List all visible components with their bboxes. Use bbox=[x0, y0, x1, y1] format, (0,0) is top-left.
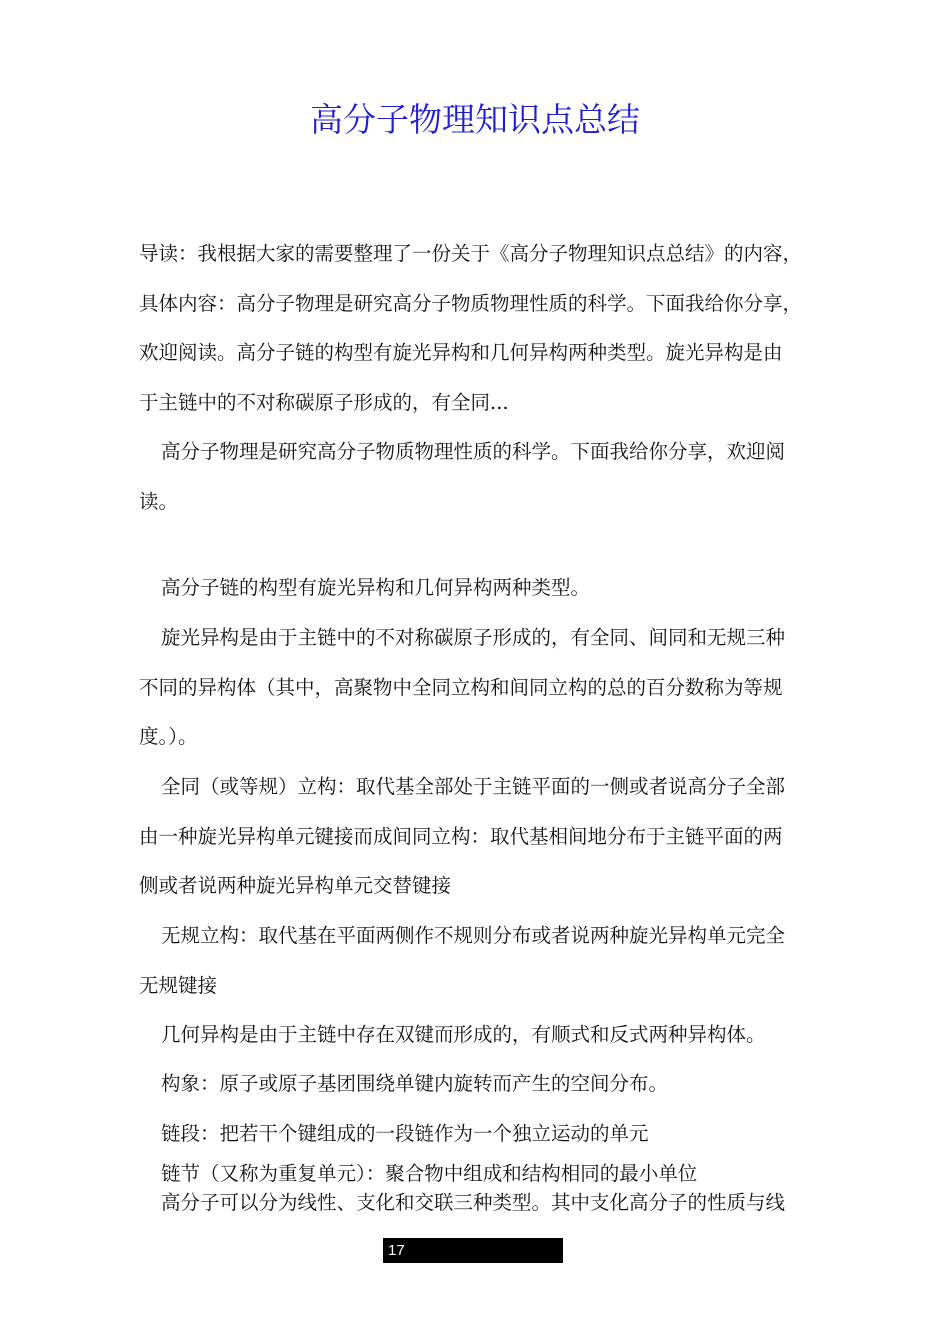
text-line: 几何异构是由于主链中存在双键而形成的，有顺式和反式两种异构体。 bbox=[161, 1023, 766, 1046]
text-line: 导读：我根据大家的需要整理了一份关于《高分子物理知识点总结》的内容， bbox=[139, 242, 803, 265]
body-paragraph bbox=[139, 1010, 819, 1060]
intro-paragraph bbox=[139, 229, 819, 427]
page-number: 17 bbox=[388, 1242, 405, 1259]
text-line: 链节（又称为重复单元）：聚合物中组成和结构相同的最小单位 bbox=[161, 1162, 698, 1185]
body-paragraph bbox=[139, 613, 819, 762]
body-paragraph bbox=[139, 1059, 819, 1109]
text-line: 构象：原子或原子基团围绕单键内旋转而产生的空间分布。 bbox=[161, 1072, 669, 1095]
text-line: 不同的异构体（其中，高聚物中全同立构和间同立构的总的百分数称为等规 bbox=[139, 675, 783, 699]
body-paragraph bbox=[139, 563, 819, 613]
body-paragraph bbox=[139, 762, 819, 911]
text-line: 链段：把若干个键组成的一段链作为一个独立运动的单元 bbox=[161, 1122, 649, 1145]
text-line: 高分子物理是研究高分子物质物理性质的科学。下面我给你分享，欢迎阅 bbox=[161, 440, 786, 463]
body-paragraph bbox=[139, 1109, 819, 1159]
body-paragraph bbox=[139, 427, 819, 526]
body-paragraph bbox=[139, 1189, 819, 1217]
body-paragraph bbox=[139, 911, 819, 1010]
body-paragraph bbox=[139, 1160, 819, 1188]
text-line: 侧或者说两种旋光异构单元交替键接 bbox=[139, 874, 452, 897]
text-line: 欢迎阅读。高分子链的构型有旋光异构和几何异构两种类型。旋光异构是由 bbox=[139, 341, 783, 364]
text-line: 全同（或等规）立构：取代基全部处于主链平面的一侧或者说高分子全部 bbox=[161, 775, 786, 798]
text-line: 于主链中的不对称碳原子形成的，有全同... bbox=[139, 390, 509, 414]
text-line: 度。）。 bbox=[139, 725, 198, 748]
document-title: 高分子物理知识点总结 bbox=[310, 100, 640, 139]
text-line: 旋光异构是由于主链中的不对称碳原子形成的，有全同、间同和无规三种 bbox=[161, 626, 786, 649]
text-line: 高分子可以分为线性、支化和交联三种类型。其中支化高分子的性质与线 bbox=[161, 1191, 786, 1214]
text-line: 无规键接 bbox=[139, 973, 218, 997]
text-line: 高分子链的构型有旋光异构和几何异构两种类型。 bbox=[161, 576, 591, 599]
text-line: 读。 bbox=[139, 489, 179, 513]
page-footer-bar bbox=[383, 1238, 563, 1263]
text-line: 具体内容：高分子物理是研究高分子物质物理性质的科学。下面我给你分享， bbox=[139, 291, 803, 315]
text-line: 由一种旋光异构单元键接而成间同立构：取代基相间地分布于主链平面的两 bbox=[139, 824, 783, 848]
text-line: 无规立构：取代基在平面两侧作不规则分布或者说两种旋光异构单元完全 bbox=[161, 924, 786, 947]
